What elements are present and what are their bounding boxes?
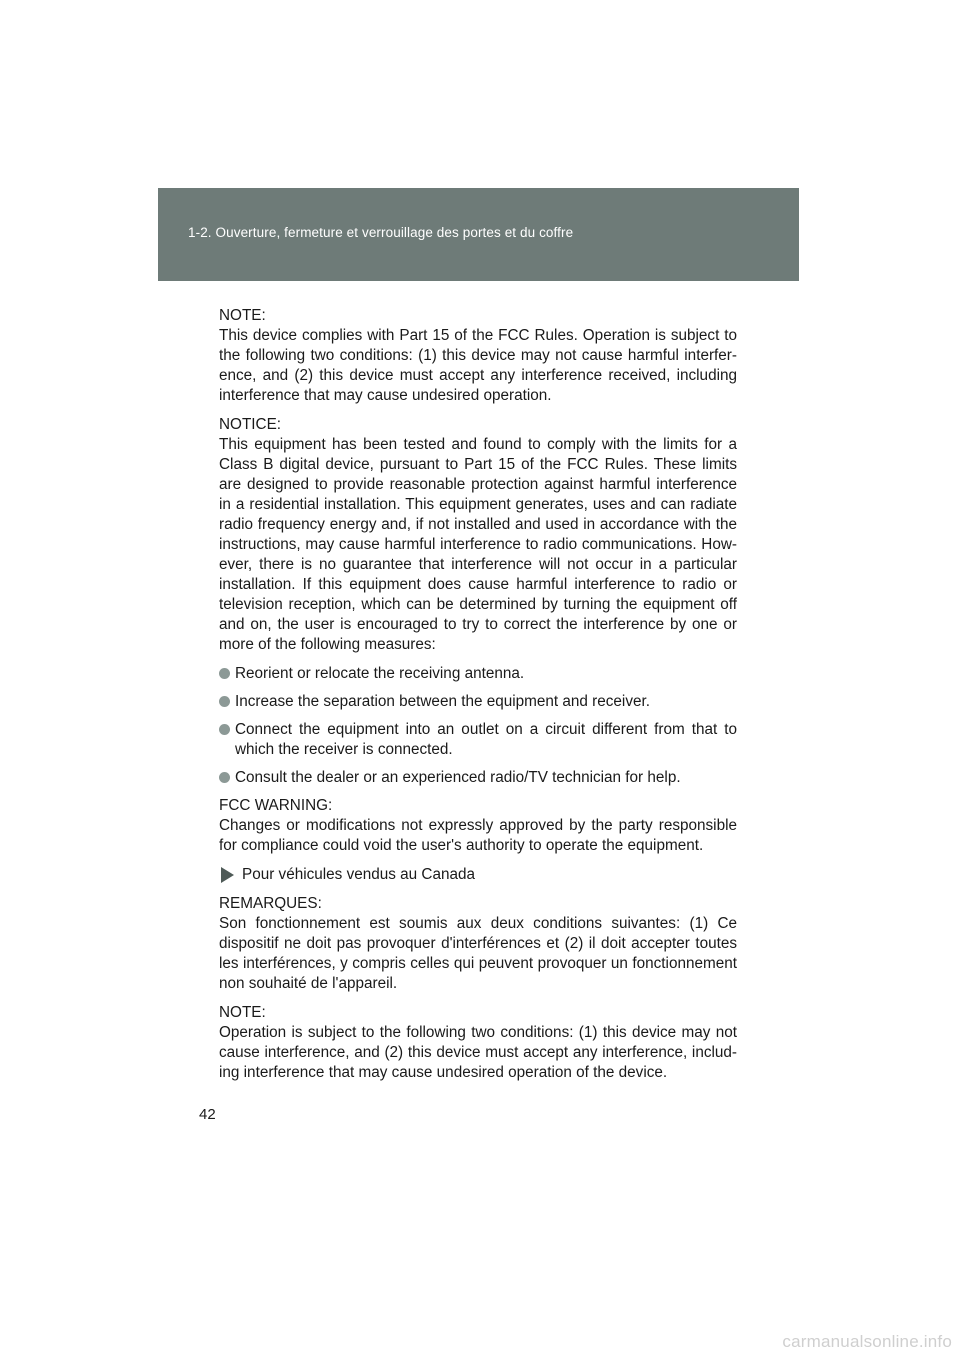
bullet-dot-icon xyxy=(219,724,230,735)
remarques-label: REMARQUES: xyxy=(219,895,322,912)
remarques-block xyxy=(219,894,737,994)
fcc-warning-label: FCC WARNING: xyxy=(219,797,333,814)
canada-heading-text: Pour véhicules vendus au Canada xyxy=(242,866,476,883)
bullet-dot-icon xyxy=(219,668,230,679)
list-item xyxy=(219,768,737,788)
list-item-text: Consult the dealer or an experienced radio/TV technician for help. xyxy=(235,769,681,786)
page-content xyxy=(219,306,737,1092)
canada-heading xyxy=(219,865,737,885)
triangle-arrow-icon xyxy=(221,867,234,883)
section-title: 1-2. Ouverture, fermeture et verrouillage des portes et du coffre xyxy=(188,225,574,240)
notice-text: This equipment has been tested and found to comply with the limits for a Class B digital device, pursuant to Part 15 of the FCC Rules. These limits are designed to provide reasonable protection against harmful interference in a residential installation. This equipment generates, uses and can radiate radio frequency energy and, if not installed and used in accordance with the instructions, may cause harmful interference to radio communications. How-ever, there is no guarantee that interference will not occur in a particular installation. If this equipment does cause harmful interference to radio or television reception, which can be determined by turning the equipment off and on, the user is encouraged to try to correct the interference by one or more of the following measures: xyxy=(219,436,737,653)
bullet-dot-icon xyxy=(219,772,230,783)
note-block xyxy=(219,306,737,406)
note-block-2 xyxy=(219,1003,737,1083)
list-item xyxy=(219,692,737,712)
section-header xyxy=(158,188,799,281)
list-item xyxy=(219,664,737,684)
list-item-text: Connect the equipment into an outlet on a circuit different from that to which the receiver is connected. xyxy=(235,721,737,758)
list-item-text: Increase the separation between the equipment and receiver. xyxy=(235,693,650,710)
page-number: 42 xyxy=(199,1106,216,1123)
notice-label: NOTICE: xyxy=(219,416,282,433)
watermark: carmanualsonline.info xyxy=(782,1332,952,1351)
note-text-2: Operation is subject to the following two conditions: (1) this device may not cause interference, and (2) this device must accept any interference, includ-ing interference that may cause undesired operation of the device. xyxy=(219,1024,737,1081)
note-label-2: NOTE: xyxy=(219,1004,266,1021)
list-item-text: Reorient or relocate the receiving antenna. xyxy=(235,665,525,682)
note-text: This device complies with Part 15 of the FCC Rules. Operation is subject to the following two conditions: (1) this device may not cause harmful interfer-ence, and (2) this device must accept any interference received, including interference that may cause undesired operation. xyxy=(219,327,737,404)
note-label: NOTE: xyxy=(219,307,266,324)
fcc-warning-text: Changes or modifications not expressly approved by the party responsible for compliance could void the user's authority to operate the equipment. xyxy=(219,817,737,854)
notice-block xyxy=(219,415,737,655)
fcc-warning-block xyxy=(219,796,737,856)
bullet-dot-icon xyxy=(219,696,230,707)
list-item xyxy=(219,720,737,760)
remarques-text: Son fonctionnement est soumis aux deux conditions suivantes: (1) Ce dispositif ne doit pas provoquer d'interférences et (2) il doit accepter toutes les interférences, y compris celles qui peuvent provoquer un fonctionnement non souhaité de l'appareil. xyxy=(219,915,737,992)
